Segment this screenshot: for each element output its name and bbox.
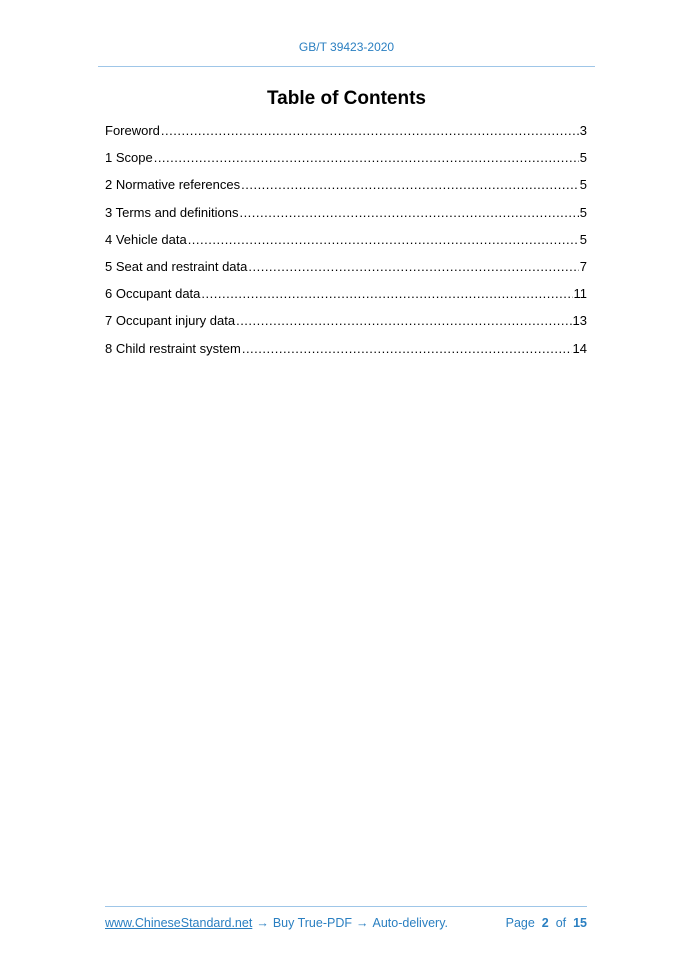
toc-dot-leader [242, 340, 572, 358]
auto-delivery-text: Auto-delivery. [372, 916, 448, 930]
toc-dot-leader [154, 149, 579, 167]
toc-dot-leader [241, 176, 579, 194]
of-word: of [555, 916, 567, 930]
current-page-number: 2 [541, 916, 549, 930]
total-page-count: 15 [573, 916, 587, 930]
toc-dot-leader [236, 312, 571, 330]
toc-entry-child-restraint-system[interactable] [105, 340, 587, 367]
toc-entry-page: 5 [579, 204, 587, 220]
toc-entry-label: 6 Occupant data [105, 286, 201, 302]
toc-entry-occupant-data[interactable] [105, 285, 587, 312]
document-id-header: GB/T 39423-2020 [298, 40, 395, 54]
toc-entry-page: 11 [573, 286, 587, 302]
toc-entry-seat-and-restraint-data[interactable] [105, 258, 587, 285]
table-of-contents [105, 122, 587, 367]
toc-entry-page: 3 [579, 123, 587, 138]
toc-entry-label: 5 Seat and restraint data [105, 258, 248, 274]
toc-dot-leader [248, 258, 578, 276]
toc-entry-label: 7 Occupant injury data [105, 313, 236, 329]
toc-entry-normative-references[interactable] [105, 176, 587, 203]
toc-entry-page: 7 [579, 258, 587, 274]
toc-entry-occupant-injury-data[interactable] [105, 312, 587, 339]
toc-entry-label: 1 Scope [105, 150, 153, 166]
toc-entry-label: 8 Child restraint system [105, 340, 241, 356]
toc-entry-page: 5 [579, 231, 587, 247]
page-title: Table of Contents [266, 88, 427, 109]
toc-entry-vehicle-data[interactable] [105, 231, 587, 258]
toc-entry-foreword[interactable] [105, 122, 587, 149]
toc-entry-page: 5 [579, 177, 587, 193]
toc-dot-leader [239, 204, 578, 222]
toc-dot-leader [161, 122, 579, 140]
toc-entry-terms-and-definitions[interactable] [105, 204, 587, 231]
arrow-right-icon: → [356, 916, 369, 930]
page-footer [105, 916, 587, 934]
toc-entry-label: Foreword [105, 123, 160, 138]
toc-entry-label: 3 Terms and definitions [105, 204, 239, 220]
toc-entry-label: 4 Vehicle data [105, 231, 187, 247]
page-indicator [506, 916, 587, 930]
toc-entry-page: 5 [579, 150, 587, 166]
header-divider [98, 66, 595, 67]
toc-entry-page: 14 [572, 340, 587, 356]
buy-true-pdf-text: Buy True-PDF [272, 916, 352, 930]
toc-dot-leader [201, 285, 572, 303]
footer-divider [105, 906, 587, 907]
arrow-right-icon: → [256, 916, 269, 930]
toc-entry-label: 2 Normative references [105, 177, 241, 193]
toc-entry-page: 13 [572, 313, 587, 329]
toc-dot-leader [188, 231, 579, 249]
website-link[interactable]: www.ChineseStandard.net [105, 916, 253, 930]
toc-entry-scope[interactable] [105, 149, 587, 176]
page-word: Page [505, 916, 535, 930]
